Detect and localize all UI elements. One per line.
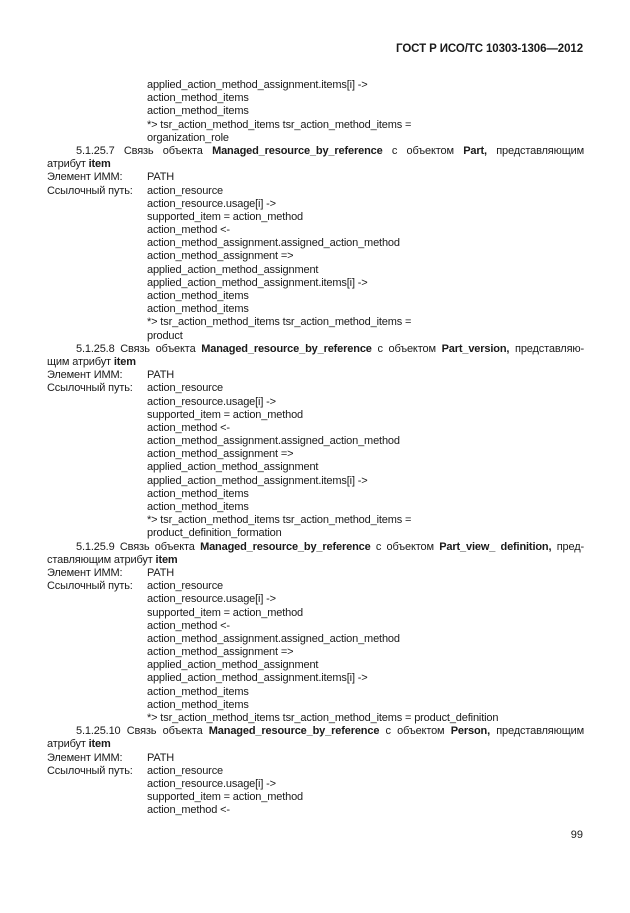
imm-label: Элемент ИММ: bbox=[47, 171, 123, 184]
section-heading-cont: ставляющим атрибут item bbox=[47, 553, 178, 566]
imm-element-row bbox=[47, 369, 584, 382]
path-line: action_method <- bbox=[147, 804, 230, 817]
path-line: supported_item = action_method bbox=[147, 210, 304, 223]
path-line: action_method_assignment => bbox=[147, 250, 294, 263]
path-line: *> tsr_action_method_items tsr_action_method_items = bbox=[147, 118, 412, 131]
imm-label: Элемент ИММ: bbox=[47, 566, 123, 579]
path-line: action_method <- bbox=[147, 421, 230, 434]
ref-label: Ссылочный путь: bbox=[47, 580, 133, 593]
path-line: *> tsr_action_method_items tsr_action_method_items = product_definition bbox=[147, 712, 499, 724]
path-line: applied_action_method_assignment.items[i] -> bbox=[147, 79, 368, 91]
section-heading-5-1-25-10: 5.1.25.10 Связь объекта Managed_resource_by_reference с объектом Person, представляющим bbox=[76, 725, 585, 738]
path-line: action_method_items bbox=[147, 487, 249, 500]
page-number: 99 bbox=[570, 829, 583, 841]
path-line: product_definition_formation bbox=[147, 527, 282, 540]
ref-path-row bbox=[47, 765, 584, 778]
imm-element-row bbox=[47, 171, 584, 184]
path-line: action_method_items bbox=[147, 303, 249, 316]
path-line: applied_action_method_assignment bbox=[147, 659, 319, 672]
imm-value: PATH bbox=[147, 171, 175, 184]
section-heading-cont: атрибут item bbox=[47, 158, 111, 171]
ref-label: Ссылочный путь: bbox=[47, 382, 133, 395]
path-line: action_method_items bbox=[147, 685, 249, 698]
path-line: applied_action_method_assignment.items[i] -> bbox=[147, 474, 368, 487]
path-line: applied_action_method_assignment bbox=[147, 263, 319, 276]
ref-path-row bbox=[47, 580, 584, 593]
imm-value: PATH bbox=[147, 751, 175, 764]
path-line: product bbox=[147, 329, 183, 342]
path-line: action_method_items bbox=[147, 698, 249, 711]
path-line: action_method_assignment.assigned_action_method bbox=[147, 435, 400, 448]
path-line: organization_role bbox=[147, 131, 229, 144]
path-line: action_method_assignment.assigned_action_method bbox=[147, 237, 400, 250]
path-line: action_method_items bbox=[147, 501, 249, 513]
page-header: ГОСТ Р ИСО/ТС 10303-1306—2012 bbox=[396, 43, 583, 55]
imm-value: PATH bbox=[147, 369, 175, 382]
path-line: action_method_items bbox=[147, 92, 249, 105]
path-line: action_resource bbox=[147, 382, 224, 395]
path-line: supported_item = action_method bbox=[147, 791, 304, 804]
ref-path-row bbox=[47, 382, 584, 395]
path-line: applied_action_method_assignment.items[i] -> bbox=[147, 276, 368, 289]
ref-path-row bbox=[47, 185, 584, 198]
path-line: action_resource.usage[i] -> bbox=[147, 593, 276, 606]
ref-label: Ссылочный путь: bbox=[47, 764, 133, 777]
document-body bbox=[47, 79, 584, 818]
path-line: action_resource bbox=[147, 184, 224, 197]
path-line: supported_item = action_method bbox=[147, 606, 304, 619]
path-line: action_method <- bbox=[147, 224, 230, 237]
path-line: supported_item = action_method bbox=[147, 408, 304, 421]
path-line: applied_action_method_assignment.items[i] -> bbox=[147, 672, 368, 685]
imm-value: PATH bbox=[147, 566, 175, 579]
section-heading-5-1-25-7: 5.1.25.7 Связь объекта Managed_resource_by_reference с объектом Part, представляющим bbox=[76, 144, 585, 157]
path-line: action_method_items bbox=[147, 290, 249, 302]
path-line: action_resource.usage[i] -> bbox=[147, 777, 276, 790]
path-line: action_method <- bbox=[147, 619, 230, 632]
section-heading-cont: атрибут item bbox=[47, 738, 111, 751]
path-line: *> tsr_action_method_items tsr_action_method_items = bbox=[147, 316, 412, 329]
imm-label: Элемент ИММ: bbox=[47, 751, 123, 764]
path-line: applied_action_method_assignment bbox=[147, 461, 319, 474]
path-line: action_resource bbox=[147, 580, 224, 593]
section-heading-5-1-25-8: 5.1.25.8 Связь объекта Managed_resource_by_reference с объектом Part_version, представляю- bbox=[76, 342, 584, 355]
path-line: action_method_assignment => bbox=[147, 646, 294, 659]
imm-element-row bbox=[47, 752, 584, 765]
path-line: action_method_assignment.assigned_action_method bbox=[147, 632, 400, 645]
section-heading-cont: щим атрибут item bbox=[47, 355, 136, 368]
path-line: action_resource.usage[i] -> bbox=[147, 197, 276, 210]
path-line: action_resource.usage[i] -> bbox=[147, 395, 276, 408]
imm-element-row bbox=[47, 567, 584, 580]
imm-label: Элемент ИММ: bbox=[47, 369, 123, 382]
path-line: *> tsr_action_method_items tsr_action_method_items = bbox=[147, 514, 412, 527]
section-heading-5-1-25-9: 5.1.25.9 Связь объекта Managed_resource_by_reference с объектом Part_view_ definition, пред- bbox=[76, 540, 584, 553]
path-line: action_method_items bbox=[147, 105, 249, 118]
ref-label: Ссылочный путь: bbox=[47, 184, 133, 197]
path-line: action_method_assignment => bbox=[147, 448, 294, 461]
path-line: action_resource bbox=[147, 764, 224, 777]
